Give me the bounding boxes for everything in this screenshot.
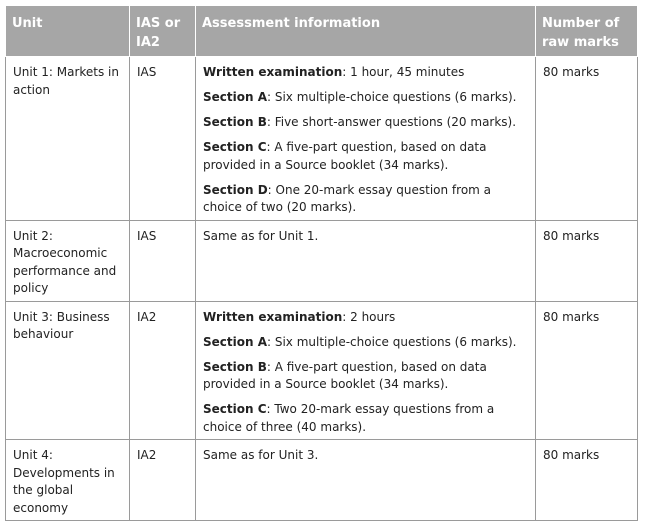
- assessment-cell: Same as for Unit 1.: [196, 220, 536, 301]
- marks-cell: 80 marks: [536, 440, 638, 521]
- header-unit: Unit: [6, 6, 130, 57]
- header-ias-or-ia2: IAS or IA2: [130, 6, 196, 57]
- assessment-text: : Six multiple-choice questions (6 marks).: [267, 90, 517, 104]
- assessment-table: [5, 5, 638, 521]
- assessment-label: Section C: [203, 402, 267, 416]
- table-row: [6, 57, 638, 221]
- marks-cell: 80 marks: [536, 220, 638, 301]
- assessment-cell: Same as for Unit 3.: [196, 440, 536, 521]
- assessment-cell: [196, 57, 536, 221]
- assessment-cell: [196, 301, 536, 440]
- marks-cell: 80 marks: [536, 301, 638, 440]
- header-row: [6, 6, 638, 57]
- assessment-line: [203, 182, 529, 217]
- unit-cell: Unit 2: Macroeconomic performance and policy: [6, 220, 130, 301]
- marks-cell: 80 marks: [536, 57, 638, 221]
- assessment-label: Section A: [203, 334, 267, 349]
- unit-cell: Unit 3: Business behaviour: [6, 301, 130, 440]
- assessment-label: Section B: [203, 359, 267, 374]
- assessment-text: : 1 hour, 45 minutes: [342, 65, 465, 79]
- level-cell: IAS: [130, 57, 196, 221]
- level-cell: IA2: [130, 301, 196, 440]
- unit-cell: Unit 4: Developments in the global economy: [6, 440, 130, 521]
- level-cell: IAS: [130, 220, 196, 301]
- assessment-text: : Five short-answer questions (20 marks).: [266, 115, 517, 129]
- assessment-line: [203, 309, 529, 327]
- assessment-line: [203, 89, 529, 107]
- assessment-line: [203, 64, 529, 82]
- assessment-text: : A five-part question, based on data provided in a Source booklet (34 marks).: [203, 140, 487, 172]
- level-cell: IA2: [130, 440, 196, 521]
- unit-cell: Unit 1: Markets in action: [6, 57, 130, 221]
- table-row: [6, 220, 638, 301]
- assessment-line: [203, 139, 529, 174]
- assessment-text: : 2 hours: [342, 309, 396, 324]
- assessment-label: Section D: [203, 182, 268, 197]
- assessment-text: : Two 20-mark essay questions from a choice of three (40 marks).: [203, 402, 495, 434]
- assessment-label: Section B: [203, 115, 267, 129]
- assessment-line: [203, 334, 529, 352]
- assessment-line: [203, 114, 529, 132]
- table-row: [6, 440, 638, 521]
- assessment-text: : Six multiple-choice questions (6 marks).: [267, 334, 517, 349]
- table-row: [6, 301, 638, 440]
- assessment-text: : A five-part question, based on data provided in a Source booklet (34 marks).: [203, 359, 487, 391]
- header-assessment-information: Assessment information: [196, 6, 536, 57]
- assessment-line: [203, 401, 529, 436]
- assessment-line: [203, 359, 529, 394]
- assessment-label: Section A: [203, 90, 267, 104]
- assessment-label: Written examination: [203, 65, 343, 79]
- header-number-of-raw-marks: Number of raw marks: [536, 6, 638, 57]
- assessment-label: Written examination: [203, 309, 343, 324]
- assessment-text: : One 20-mark essay question from a choice of two (20 marks).: [203, 182, 492, 214]
- assessment-label: Section C: [203, 140, 267, 154]
